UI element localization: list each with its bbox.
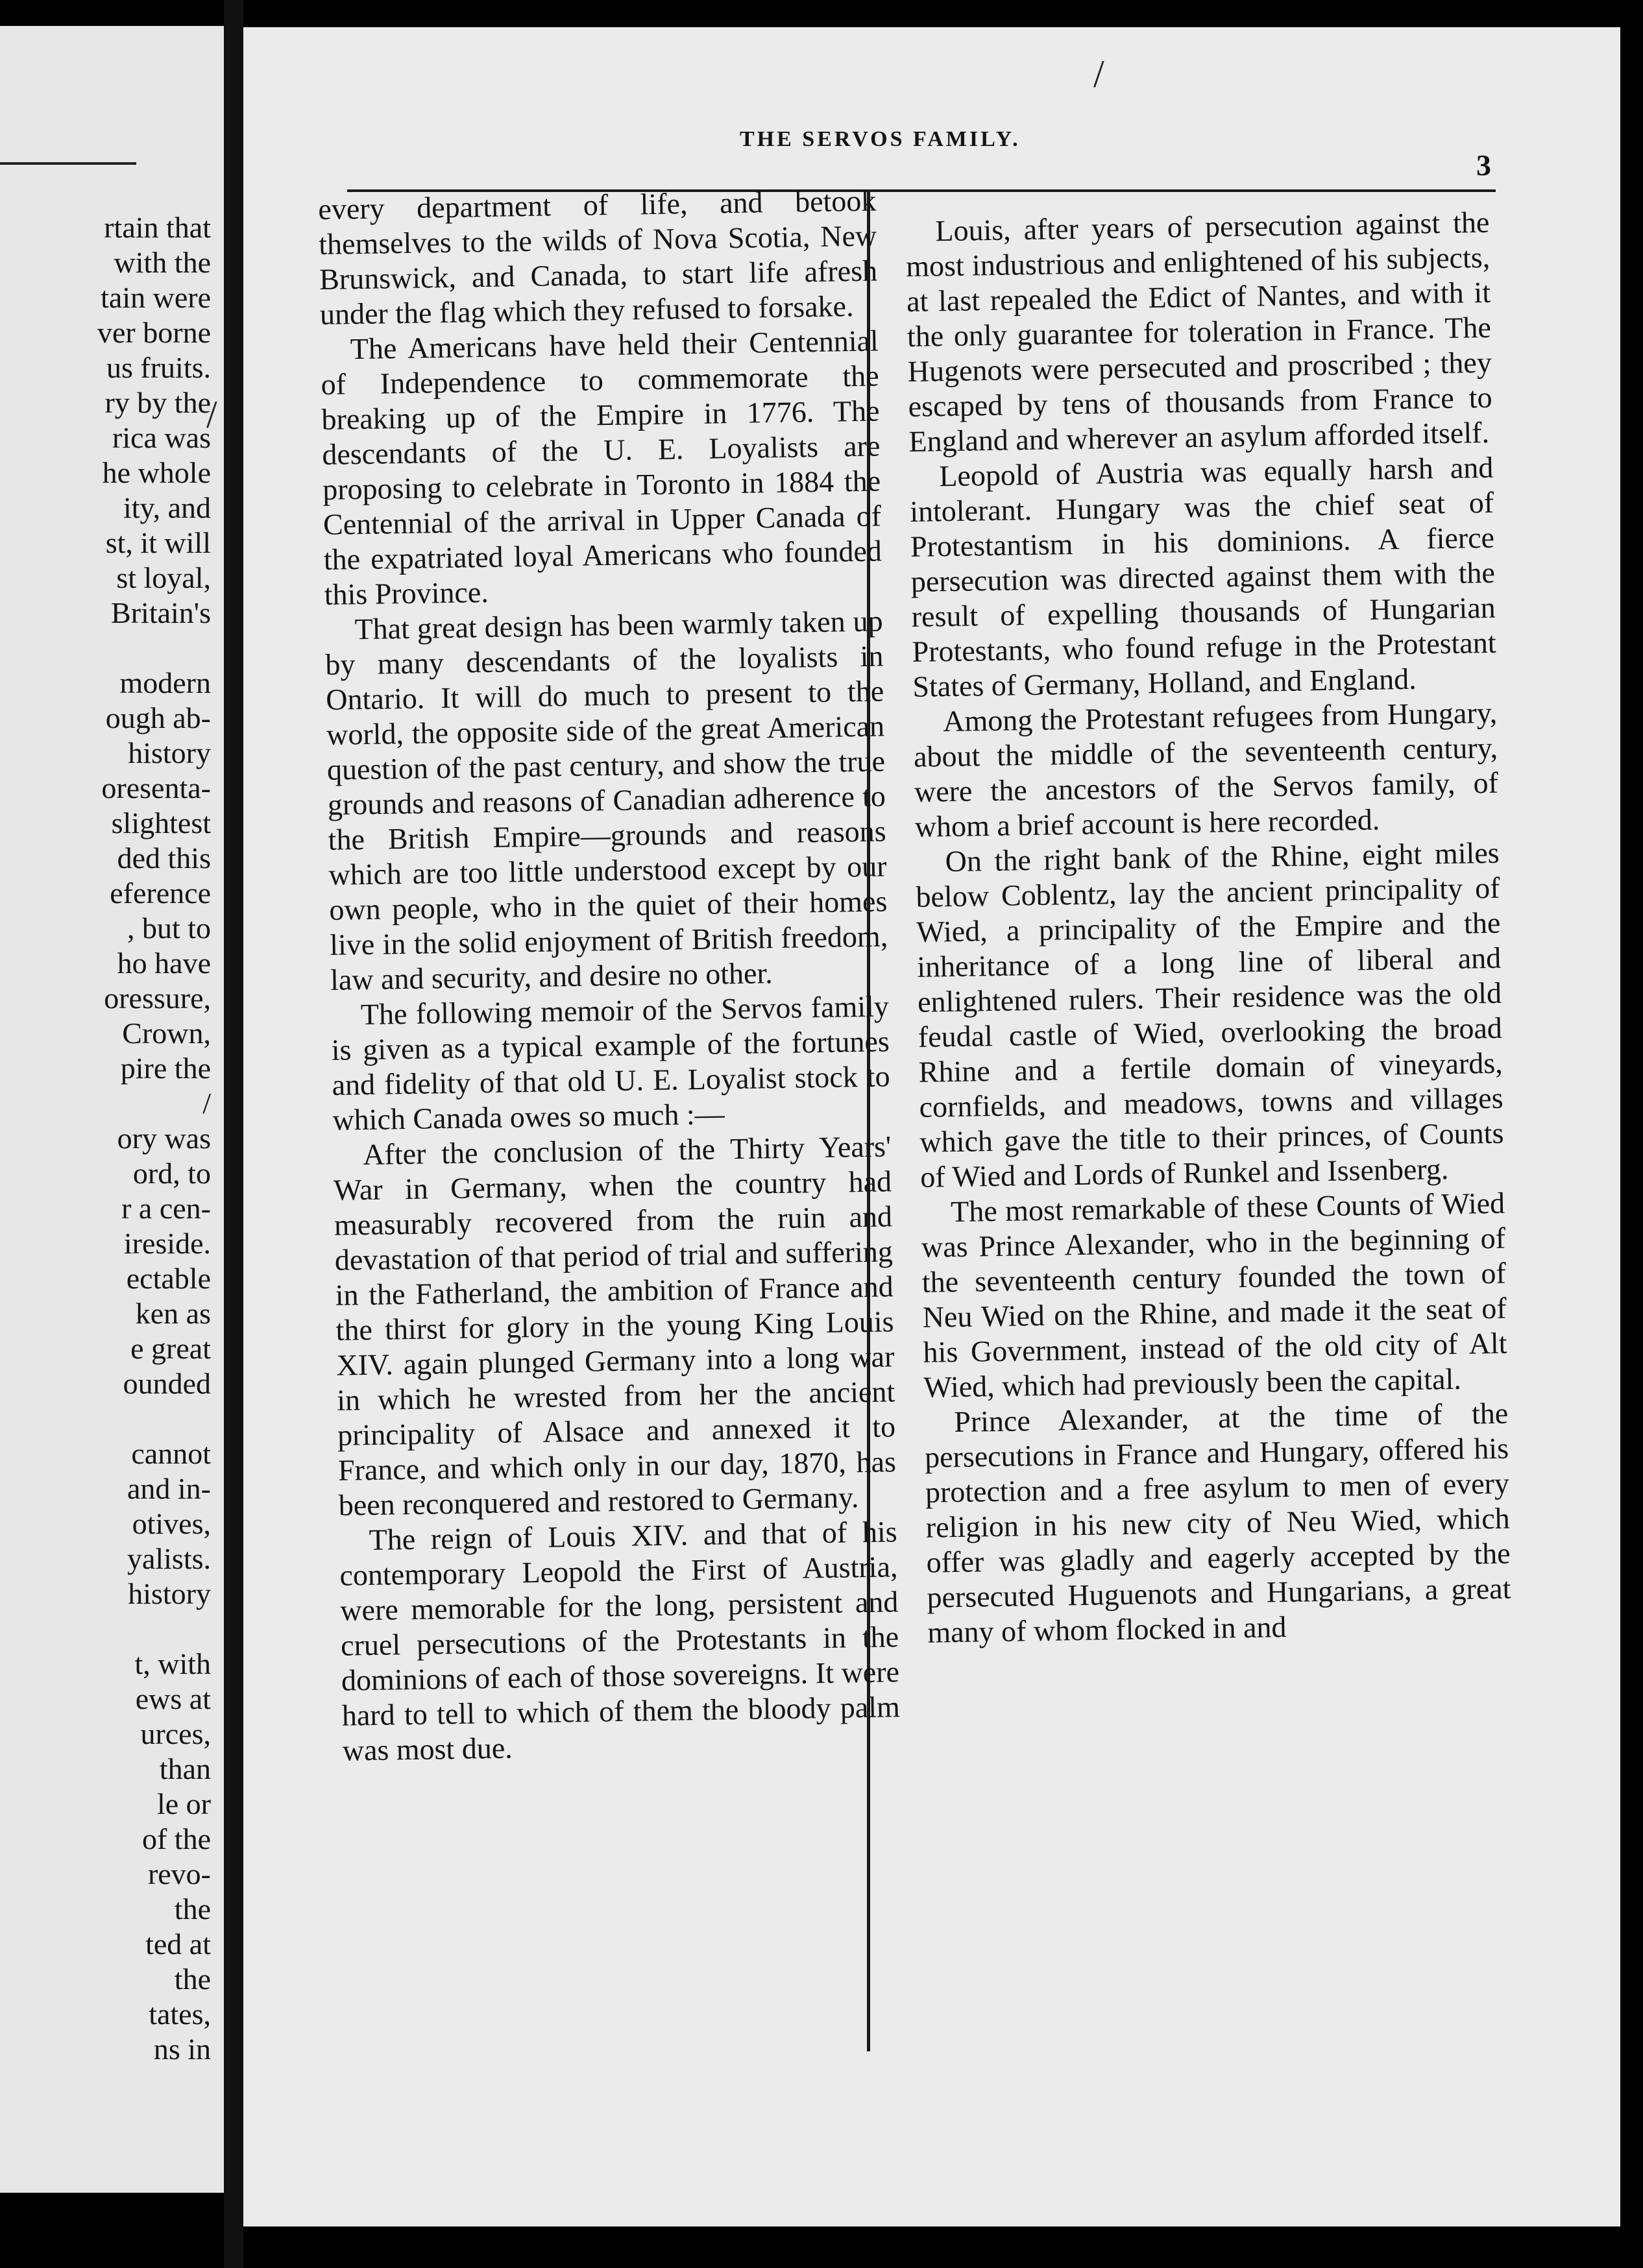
previous-page-line: the: [174, 1962, 211, 1996]
previous-page-line: modern: [119, 666, 211, 699]
previous-page-line: ews at: [135, 1682, 211, 1715]
previous-page-line: , but to: [127, 911, 211, 945]
previous-page-line: ho have: [117, 947, 211, 980]
previous-page-rule: [0, 162, 136, 165]
previous-page-line: ry by the: [104, 386, 211, 419]
paragraph: The most remarkable of these Counts of Wied was Prince Alexander, who in the beginning of the seventeenth century founded the town of Neu Wied on the Rhine, and made it the seat of his Government, instead of the old city of Alt Wied, which had previously been the capital.: [921, 1186, 1507, 1404]
ink-mark: /: [1093, 53, 1104, 95]
paragraph: Leopold of Austria was equally harsh and intolerant. Hungary was the chief seat of Protestantism in his dominions. A fierce persecution was directed against them with the result of expelling thousands of Hungarian Protestants, who found refuge in the Protestant States of Germany, Holland, and England.: [909, 450, 1496, 703]
previous-page-line: he whole: [102, 456, 211, 489]
previous-page-line: slightest: [111, 806, 211, 839]
previous-page-line: otives,: [132, 1507, 211, 1540]
previous-page-line: oresenta-: [101, 771, 211, 804]
book-gutter: [224, 0, 243, 2268]
previous-page-line: pire the: [120, 1052, 211, 1085]
previous-page-line: ted at: [145, 1927, 211, 1960]
paragraph: every department of life, and betook themselves to the wilds of Nova Scotia, New Brunswick, and Canada, to start life afresh under the flag which they refused to forsake.: [318, 184, 878, 331]
previous-page-line: urces,: [140, 1717, 211, 1750]
paragraph: The reign of Louis XIV. and that of his contemporary Leopold the First of Austria, were memorable for the long, persistent and cruel persecutions of the Protestants in the dominions of each of those sovereigns. It were hard to tell to which of them the bloody palm was most due.: [339, 1515, 901, 1767]
previous-page-line: ver borne: [97, 316, 211, 349]
paragraph: The following memoir of the Servos family is given as a typical example of the fortunes and fidelity of that old U. E. Loyalist stock to which Canada owes so much :—: [331, 989, 890, 1137]
previous-page-text: [0, 210, 211, 2067]
previous-page-line: cannot: [131, 1437, 211, 1470]
ink-mark: /: [206, 393, 217, 436]
previous-page-line: st loyal,: [116, 561, 211, 594]
previous-page-line: oressure,: [104, 982, 211, 1015]
previous-page-line: us fruits.: [106, 351, 211, 384]
previous-page-line: the: [174, 1892, 211, 1925]
previous-page-line: e great: [130, 1332, 211, 1365]
paragraph: Among the Protestant refugees from Hungary, about the middle of the seventeenth century, were the ancestors of the Servos family, of whom a brief account is here recorded.: [913, 695, 1499, 843]
previous-page-line: ken as: [135, 1297, 211, 1330]
previous-page-line: history: [128, 1577, 211, 1610]
previous-page-line: [0, 1401, 211, 1436]
previous-page-line: st, it will: [105, 526, 211, 559]
previous-page-line: than: [159, 1752, 211, 1785]
previous-page-line: revo-: [147, 1857, 211, 1890]
paragraph: On the right bank of the Rhine, eight miles below Coblentz, lay the ancient principality of Wied, a principality of the Empire and the inheritance of a long line of liberal and enlightened rulers. Their residence was the old feudal castle of Wied, overlooking the broad Rhine and a fertile domain of vineyards, cornfields, and meadows, towns and villages which gave the title to their princes, of Counts of Wied and Lords of Runkel and Issenberg.: [916, 836, 1504, 1194]
previous-page-line: /: [202, 1087, 211, 1120]
paragraph: After the conclusion of the Thirty Years' War in Germany, when the country had measurably recovered from the ruin and devastation of that period of trial and suffering in the Fatherland, the ambition of France and the thirst for glory in the young King Louis XIV. again plunged Germany into a long war in which he wrested from her the ancient principality of Alsace and annexed it to France, and which only in our day, 1870, has been reconquered and restored to Germany.: [333, 1129, 897, 1522]
previous-page-line: ough ab-: [105, 701, 211, 734]
previous-page-line: [0, 1611, 211, 1647]
running-header: THE SERVOS FAMILY.: [740, 127, 1021, 151]
previous-page-line: r a cen-: [121, 1192, 211, 1225]
previous-page-line: [0, 631, 211, 666]
previous-page-line: ory was: [117, 1122, 211, 1155]
previous-page-line: history: [128, 736, 211, 769]
previous-page-line: ord, to: [132, 1157, 211, 1190]
right-column: [905, 205, 1512, 1650]
previous-page-line: eference: [110, 876, 211, 910]
left-column: [318, 183, 901, 1768]
previous-page-fragment: [0, 26, 224, 2193]
paragraph: Prince Alexander, at the time of the persecutions in France and Hungary, offered his protection and a free asylum to men of every religion in his new city of Neu Wied, which offer was gladly and eagerly accepted by the persecuted Huguenots and Hungarians, a great many of whom flocked in and: [924, 1396, 1511, 1649]
previous-page-line: ireside.: [123, 1227, 211, 1260]
previous-page-line: and in-: [127, 1472, 211, 1505]
previous-page-line: rica was: [112, 421, 211, 454]
previous-page-line: tain were: [101, 281, 211, 314]
paragraph: Louis, after years of persecution against the most industrious and enlightened of his subjects, at last repealed the Edict of Nantes, and with it the only guarantee for toleration in France. The Hugenots were persecuted and proscribed ; they escaped by tens of thousands from France to England and wherever an asylum afforded itself.: [905, 205, 1492, 458]
previous-page-line: rtain that: [104, 211, 211, 244]
paragraph: The Americans have held their Centennial of Independence to commemorate the breaking up of the Empire in 1776. The descendants of the U. E. Loyalists are proposing to celebrate in Toronto in 1884 the Centennial of the arrival in Upper Canada of the expatriated loyal Americans who founded this Province.: [321, 324, 882, 611]
page-number: 3: [1476, 149, 1491, 182]
previous-page-line: with the: [114, 246, 211, 279]
previous-page-line: ded this: [117, 841, 211, 875]
previous-page-line: ectable: [126, 1262, 211, 1295]
previous-page-line: yalists.: [127, 1542, 211, 1575]
previous-page-line: le or: [156, 1787, 211, 1820]
previous-page-line: ity, and: [123, 491, 211, 524]
previous-page-line: Britain's: [111, 596, 211, 629]
previous-page-line: ounded: [123, 1367, 211, 1400]
previous-page-line: tates,: [149, 1997, 211, 2031]
previous-page-line: of the: [141, 1822, 211, 1855]
paragraph: That great design has been warmly taken up by many descendants of the loyalists in Ontario. It will do much to present to the world, the opposite side of the great American question of the past century, and show the true grounds and reasons of Canadian adherence to the British Empire—grounds and reasons which are too little understood except by our own people, who in the quiet of their homes live in the solid enjoyment of British freedom, law and security, and desire no other.: [325, 604, 888, 996]
previous-page-line: t, with: [134, 1647, 211, 1680]
previous-page-line: ns in: [153, 2033, 211, 2066]
previous-page-line: Crown,: [122, 1017, 211, 1050]
